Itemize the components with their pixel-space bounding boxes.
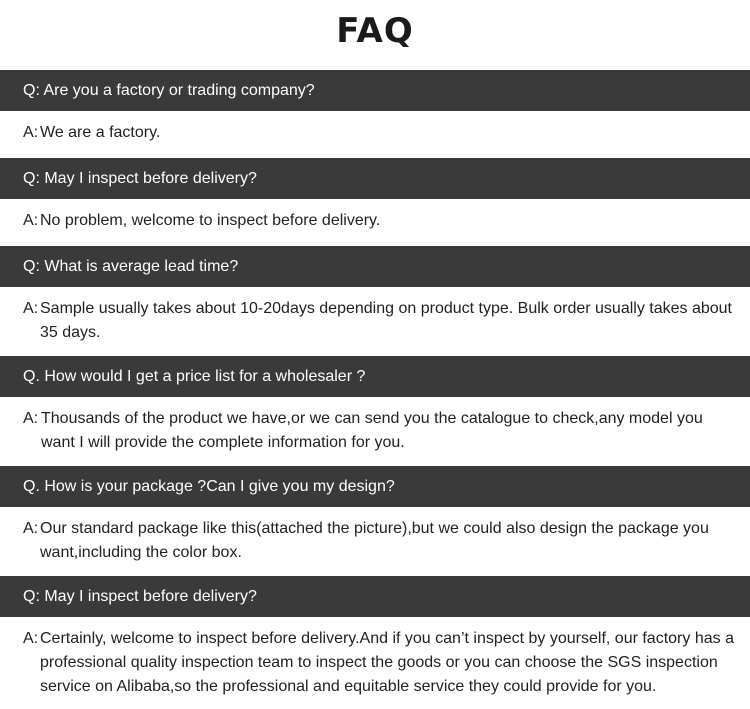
faq-answer bbox=[0, 617, 750, 709]
answer-text: Thousands of the product we have,or we can send you the catalogue to check,any model you want I will provide the complete information for you. bbox=[41, 410, 703, 451]
answer-prefix: A: bbox=[23, 630, 39, 647]
answer-text: Our standard package like this(attached the picture),but we could also design the package you want,including the color box. bbox=[40, 520, 709, 561]
faq-answer bbox=[0, 111, 750, 158]
answer-prefix: A: bbox=[23, 410, 39, 427]
answer-text: No problem, welcome to inspect before delivery. bbox=[40, 212, 381, 229]
faq-answer bbox=[0, 199, 750, 246]
faq-list bbox=[0, 70, 750, 709]
faq-question: Q: Are you a factory or trading company? bbox=[0, 70, 750, 111]
faq-question: Q: What is average lead time? bbox=[0, 246, 750, 287]
page-title: FAQ bbox=[336, 11, 414, 51]
faq-answer bbox=[0, 397, 750, 466]
answer-text: Sample usually takes about 10-20days depending on product type. Bulk order usually takes about 35 days. bbox=[40, 300, 732, 341]
answer-prefix: A: bbox=[23, 520, 39, 537]
answer-prefix: A: bbox=[23, 212, 39, 229]
answer-text: Certainly, welcome to inspect before delivery.And if you can’t inspect by yourself, our factory has a professional quality inspection team to inspect the goods or you can choose the SGS inspection service on Alibaba,so the professional and equitable service they could provide for you. bbox=[40, 630, 734, 695]
faq-answer bbox=[0, 287, 750, 356]
faq-question: Q. How would I get a price list for a wholesaler ? bbox=[0, 356, 750, 397]
faq-question: Q: May I inspect before delivery? bbox=[0, 576, 750, 617]
answer-text: We are a factory. bbox=[40, 124, 161, 141]
answer-prefix: A: bbox=[23, 124, 39, 141]
answer-prefix: A: bbox=[23, 300, 39, 317]
faq-question: Q: May I inspect before delivery? bbox=[0, 158, 750, 199]
faq-answer bbox=[0, 507, 750, 576]
faq-question: Q. How is your package ?Can I give you my design? bbox=[0, 466, 750, 507]
